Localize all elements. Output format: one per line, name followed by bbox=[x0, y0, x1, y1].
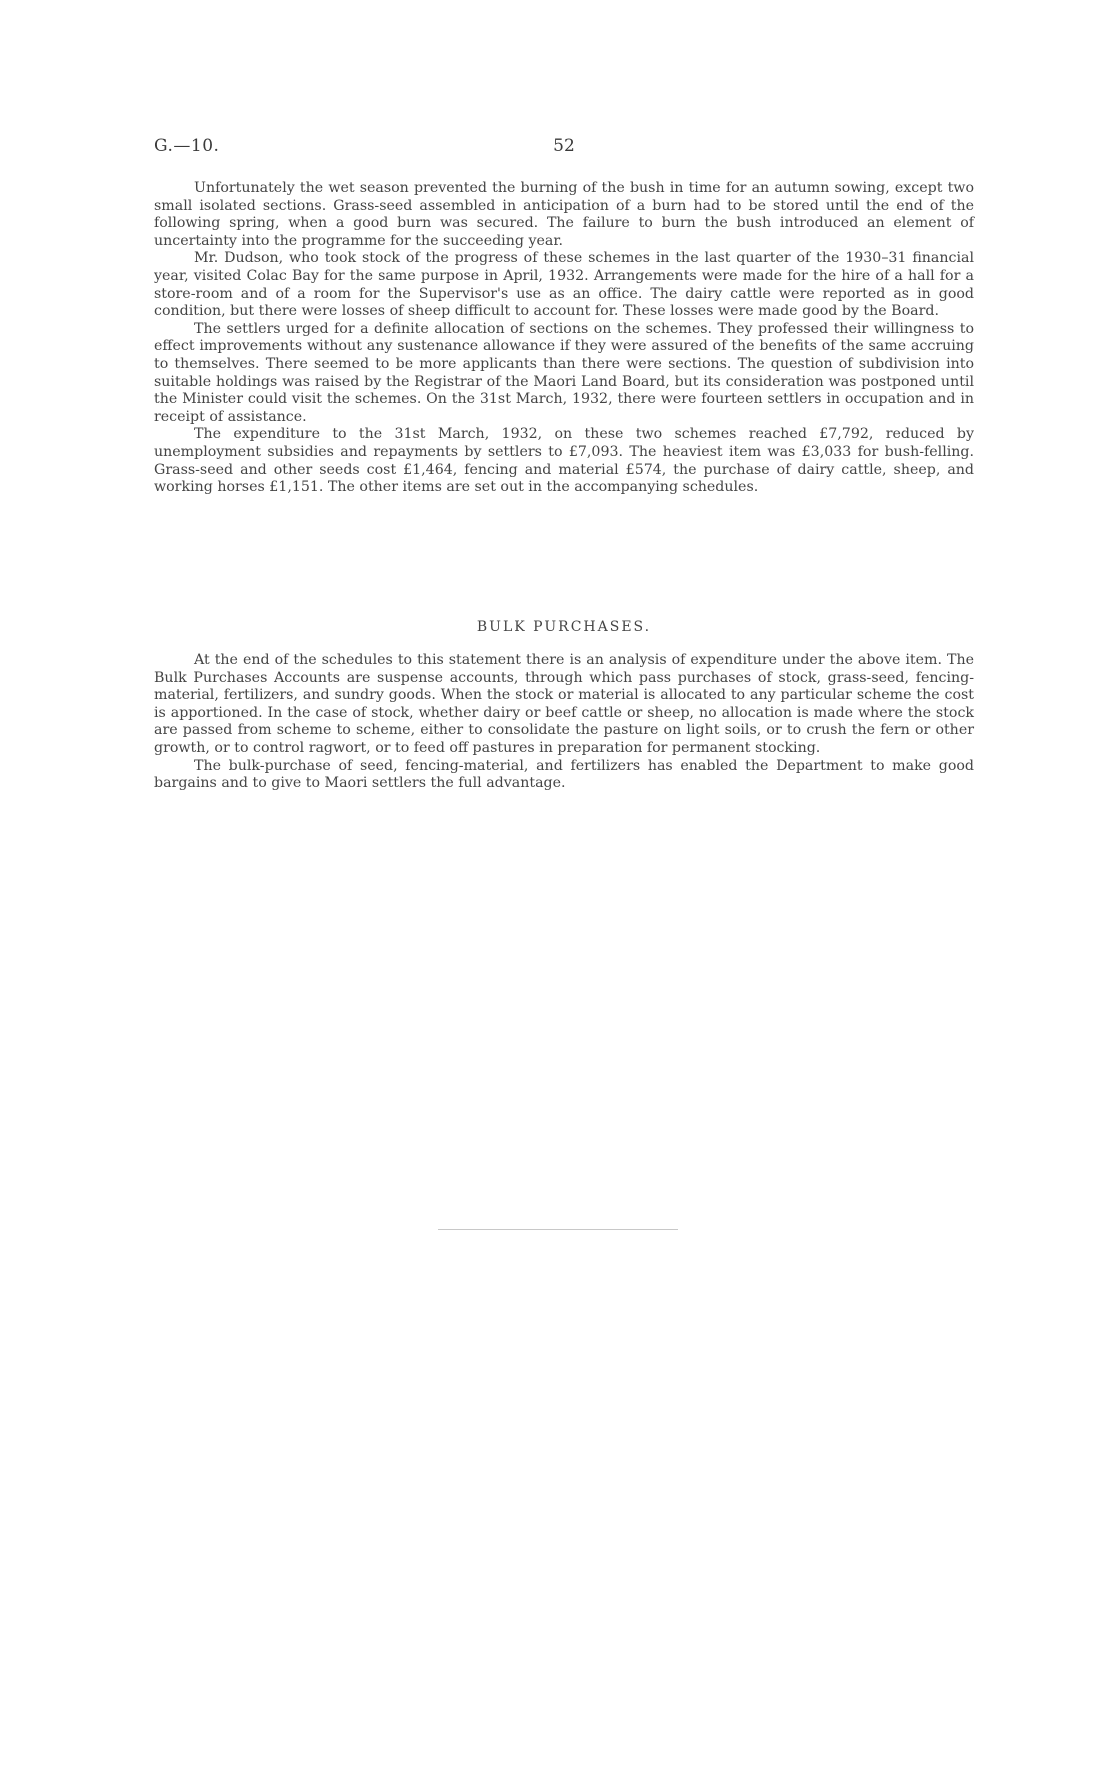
closing-divider bbox=[438, 1229, 678, 1230]
page-number: 52 bbox=[553, 136, 575, 156]
section-heading: BULK PURCHASES. bbox=[476, 619, 652, 635]
paragraph: At the end of the schedules to this statement there is an analysis of expenditure under the above item. The Bulk Purchases Accounts are suspense accounts, through which pass purchases of stock, grass-seed, fencing-material, fertilizers, and sundry goods. When the stock or material is allocated to any particular scheme the cost is apportioned. In the case of stock, whether dairy or beef cattle or sheep, no allocation is made where the stock are passed from scheme to scheme, either to consolidate the pasture on light soils, or to crush the fern or other growth, or to control ragwort, or to feed off pastures in preparation for permanent stocking. bbox=[154, 652, 974, 756]
paragraph: The bulk-purchase of seed, fencing-material, and fertilizers has enabled the Department to make good bargains and to give to Maori settlers the full advantage. bbox=[154, 757, 974, 792]
paragraph: The expenditure to the 31st March, 1932, on these two schemes reached £7,792, reduced by unemployment subsidies and repayments by settlers to £7,093. The heaviest item was £3,033 for bush-felling. Grass-seed and other seeds cost £1,464, fencing and material £574, the purchase of dairy cattle, sheep, and working horses £1,151. The other items are set out in the accompanying schedules. bbox=[154, 426, 974, 496]
section-two-text bbox=[154, 652, 974, 793]
document-reference: G.—10. bbox=[154, 136, 220, 156]
page-header bbox=[154, 136, 974, 160]
paragraph: The settlers urged for a definite allocation of sections on the schemes. They professed their willingness to effect improvements without any sustenance allowance if they were assured of the benefits of the same accruing to themselves. There seemed to be more applicants than there were sections. The question of subdivision into suitable holdings was raised by the Registrar of the Maori Land Board, but its consideration was postponed until the Minister could visit the schemes. On the 31st March, 1932, there were fourteen settlers in occupation and in receipt of assistance. bbox=[154, 320, 974, 425]
paragraph: Unfortunately the wet season prevented the burning of the bush in time for an autumn sowing, except two small isolated sections. Grass-seed assembled in anticipation of a burn had to be stored until the end of the following spring, when a good burn was secured. The failure to burn the bush introduced an element of uncertainty into the programme for the succeeding year. bbox=[154, 180, 974, 249]
section-one-text bbox=[154, 180, 974, 497]
paragraph: Mr. Dudson, who took stock of the progress of these schemes in the last quarter of the 1930–31 financial year, visited Colac Bay for the same purpose in April, 1932. Arrangements were made for the hire of a hall for a store-room and of a room for the Supervisor's use as an office. The dairy cattle were reported as in good condition, but there were losses of sheep difficult to account for. These losses were made good by the Board. bbox=[154, 250, 974, 320]
